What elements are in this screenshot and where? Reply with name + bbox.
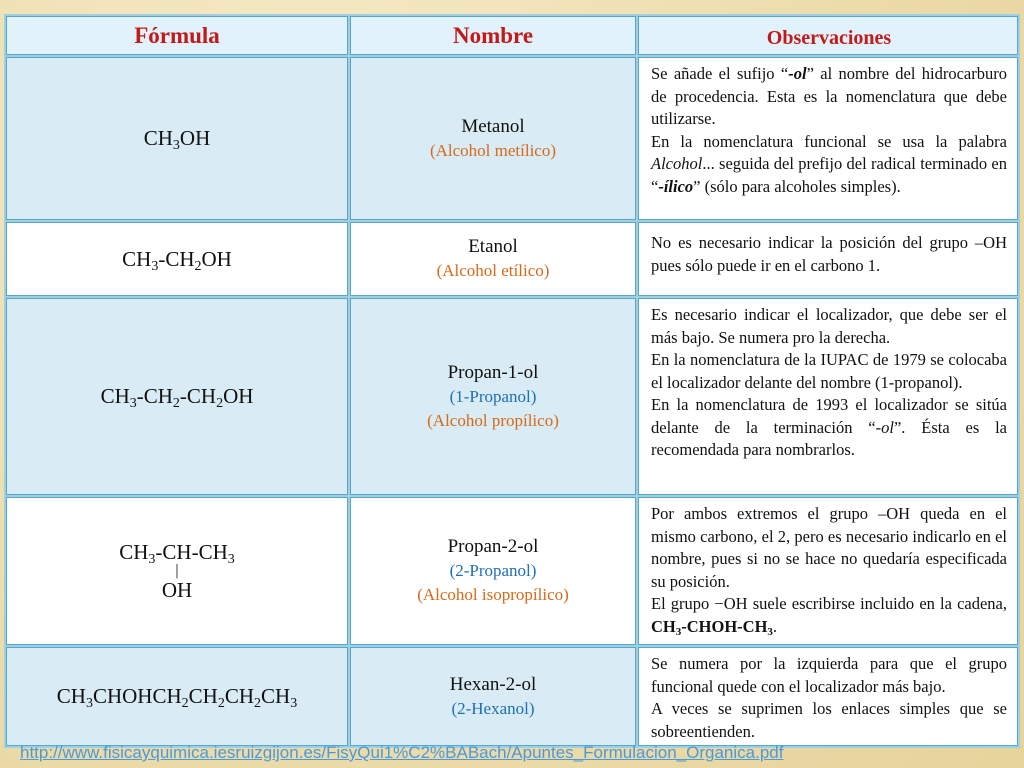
row-4-observations: Por ambos extremos el grupo –OH queda en el mismo carbono, el 2, pero es necesario indicarlo en el nombre, pues si no se hace no quedaría especificada su posición. El grupo −OH suele escribirse incluido en la cadena, $CH_3-CHOH-CH_3$. [638,497,1018,645]
row-1-observations: Se añade el sufijo “-ol” al nombre del hidrocarburo de procedencia. Esta es la nomenclatura que debe utilizarse. En la nomenclatura funcional se usa la palabra Alcohol... seguida del prefijo del radical terminado en “-ílico” (sólo para alcoholes simples). [638,57,1018,220]
row-1-name-secondary: (Alcohol metílico) [429,140,557,160]
row-5-observations: Se numera por la izquierda para que el grupo funcional quede con el localizador más bajo. A veces se suprimen los enlaces simples que se sobreentienden. [638,647,1018,746]
row-3-formula: $CH_3-CH_2-CH_2OH$ [6,298,348,495]
row-2-name-primary: Etanol [468,236,518,257]
row-3-name-primary: Propan-1-ol [447,361,539,383]
header-name: Nombre [350,16,636,55]
header-formula: Fórmula [6,16,348,55]
row-4-formula: $CH_3-CH-CH_3$ | OH [6,497,348,645]
bond-line: | [175,562,179,579]
row-1-name [350,57,636,220]
nomenclature-table [4,14,1020,748]
row-4-name-secondary: (Alcohol isopropílico) [417,585,569,604]
row-2-formula: $CH_3-CH_2OH$ [6,222,348,296]
row-4-name [350,497,636,645]
row-1-formula: $CH_3OH$ [6,57,348,220]
row-2-name-secondary: (Alcohol etílico) [436,261,550,280]
row-4-name-blue: (2-Propanol) [449,561,537,580]
row-5-name-primary: Hexan-2-ol [449,673,537,695]
row-1-name-primary: Metanol [461,115,525,137]
row-3-name [350,298,636,495]
row-5-name [350,647,636,746]
row-3-name-blue: (1-Propanol) [449,386,537,406]
source-link[interactable]: http://www.fisicayquimica.iesruizgijon.es/FisyQui1%C2%BABach/Apuntes_Formulacion_Organica.pdf [20,743,784,762]
row-3-name-secondary: (Alcohol propílico) [427,410,559,430]
row-2-observations: No es necesario indicar la posición del grupo –OH pues sólo puede ir en el carbono 1. [638,222,1018,296]
row-4-name-primary: Propan-2-ol [447,536,539,557]
row-5-formula: $CH_3CHOHCH_2CH_2CH_2CH_3$ [6,647,348,746]
row-3-observations: Es necesario indicar el localizador, que debe ser el más bajo. Se numera pro la derecha. En la nomenclatura de la IUPAC de 1979 se colocaba el localizador delante del nombre (1-propanol). En la nomenclatura de 1993 el localizador se sitúa delante de la terminación “-ol”. Ésta es la recomendada para nombrarlos. [638,298,1018,495]
header-observations: Observaciones [638,16,1018,55]
row-5-name-blue: (2-Hexanol) [451,698,535,718]
row-2-name [350,222,636,296]
